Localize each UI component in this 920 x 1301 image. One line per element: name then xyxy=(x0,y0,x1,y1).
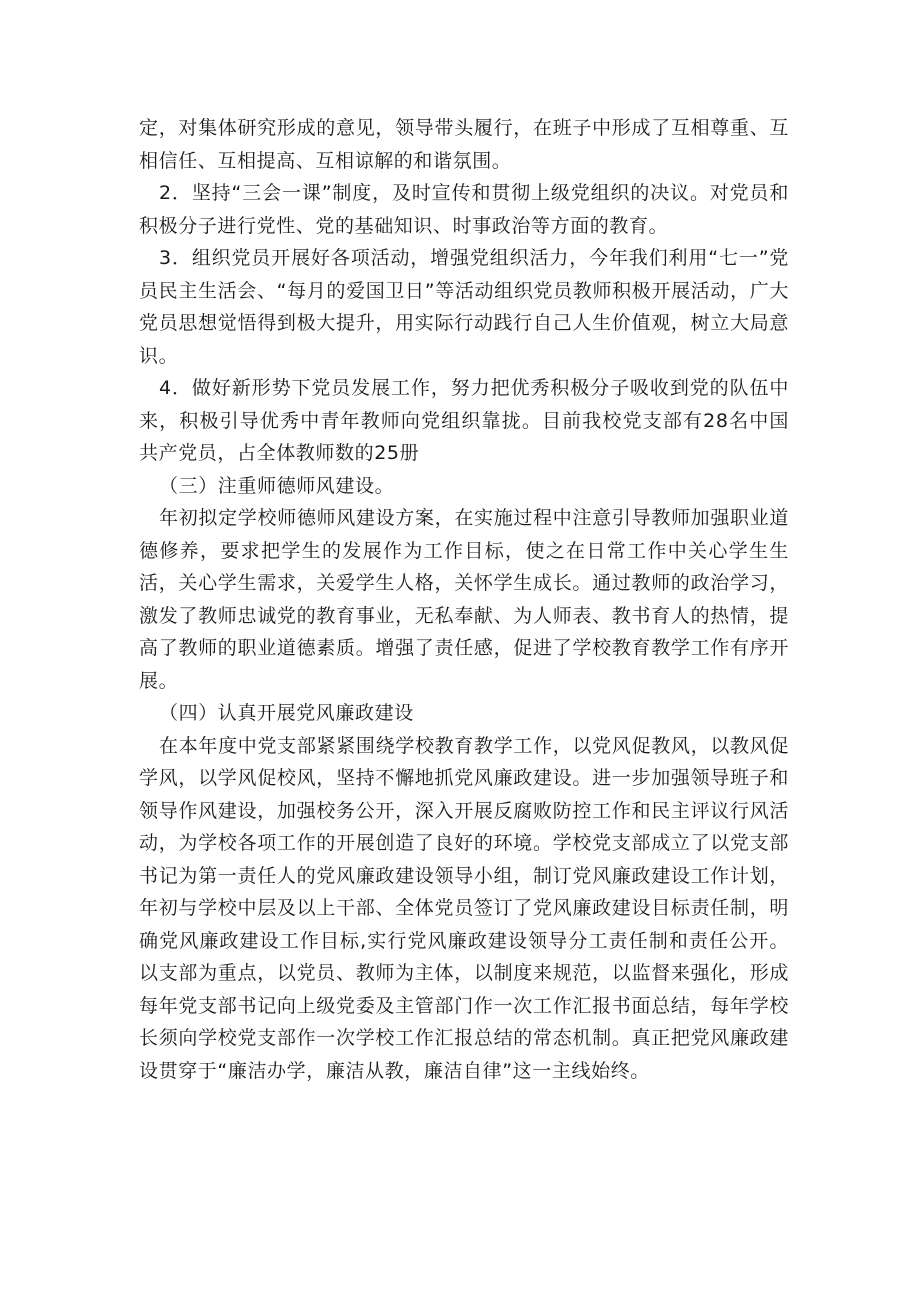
paragraph-integrity: 在本年度中党支部紧紧围绕学校教育教学工作，以党风促教风，以教风促学风，以学风促校风，坚持不懈地抓党风廉政建设。进一步加强领导班子和领导作风建设，加强校务公开，深入开展反腐败防控工作和民主评议行风活动，为学校各项工作的开展创造了良好的环境。学校党支部成立了以党支部书记为第一责任人的党风廉政建设领导小组，制订党风廉政建设工作计划，年初与学校中层及以上干部、全体党员签订了党风廉政建设目标责任制，明确党风廉政建设工作目标,实行党风廉政建设领导分工责任制和责任公开。以支部为重点，以党员、教师为主体，以制度来规范，以监督来强化，形成每年党支部书记向上级党委及主管部门作一次工作汇报书面总结，每年学校长须向学校党支部作一次学校工作汇报总结的常态机制。真正把党风廉政建设贯穿于“廉洁办学，廉洁从教，廉洁自律”这一主线始终。 xyxy=(139,734,789,1082)
paragraph-teacher-ethics: 年初拟定学校师德师风建设方案，在实施过程中注意引导教师加强职业道德修养，要求把学生的发展作为工作目标，使之在日常工作中关心学生生活，关心学生需求，关爱学生人格，关怀学生成长。通过教师的政治学习，激发了教师忠诚党的教育事业，无私奉献、为人师表、教书育人的热情，提高了教师的职业道德素质。增强了责任感，促进了学校教育教学工作有序开展。 xyxy=(139,507,789,692)
section-heading-3: （三）注重师德师风建设。 xyxy=(159,474,395,497)
paragraph-item-3: 3．组织党员开展好各项活动，增强党组织活力，今年我们利用“七一”党员民主生活会、“每月的爱国卫日”等活动组织党员教师积极开展活动，广大党员思想觉悟得到极大提升，用实际行动践行自己人生价值观，树立大局意识。 xyxy=(139,247,789,367)
paragraph-item-2: 2．坚持“三会一课”制度，及时宣传和贯彻上级党组织的决议。对党员和积极分子进行党性、党的基础知识、时事政治等方面的教育。 xyxy=(139,182,789,237)
paragraph-continuation: 定，对集体研究形成的意见，领导带头履行，在班子中形成了互相尊重、互相信任、互相提高、互相谅解的和谐氛围。 xyxy=(139,117,789,172)
section-heading-4: （四）认真开展党风廉政建设 xyxy=(159,702,414,724)
document-body xyxy=(139,112,789,1087)
paragraph-item-4: 4．做好新形势下党员发展工作，努力把优秀积极分子吸收到党的队伍中来，积极引导优秀中青年教师向党组织靠拢。目前我校党支部有28名中国共产党员，占全体教师数的25册 xyxy=(139,377,789,464)
